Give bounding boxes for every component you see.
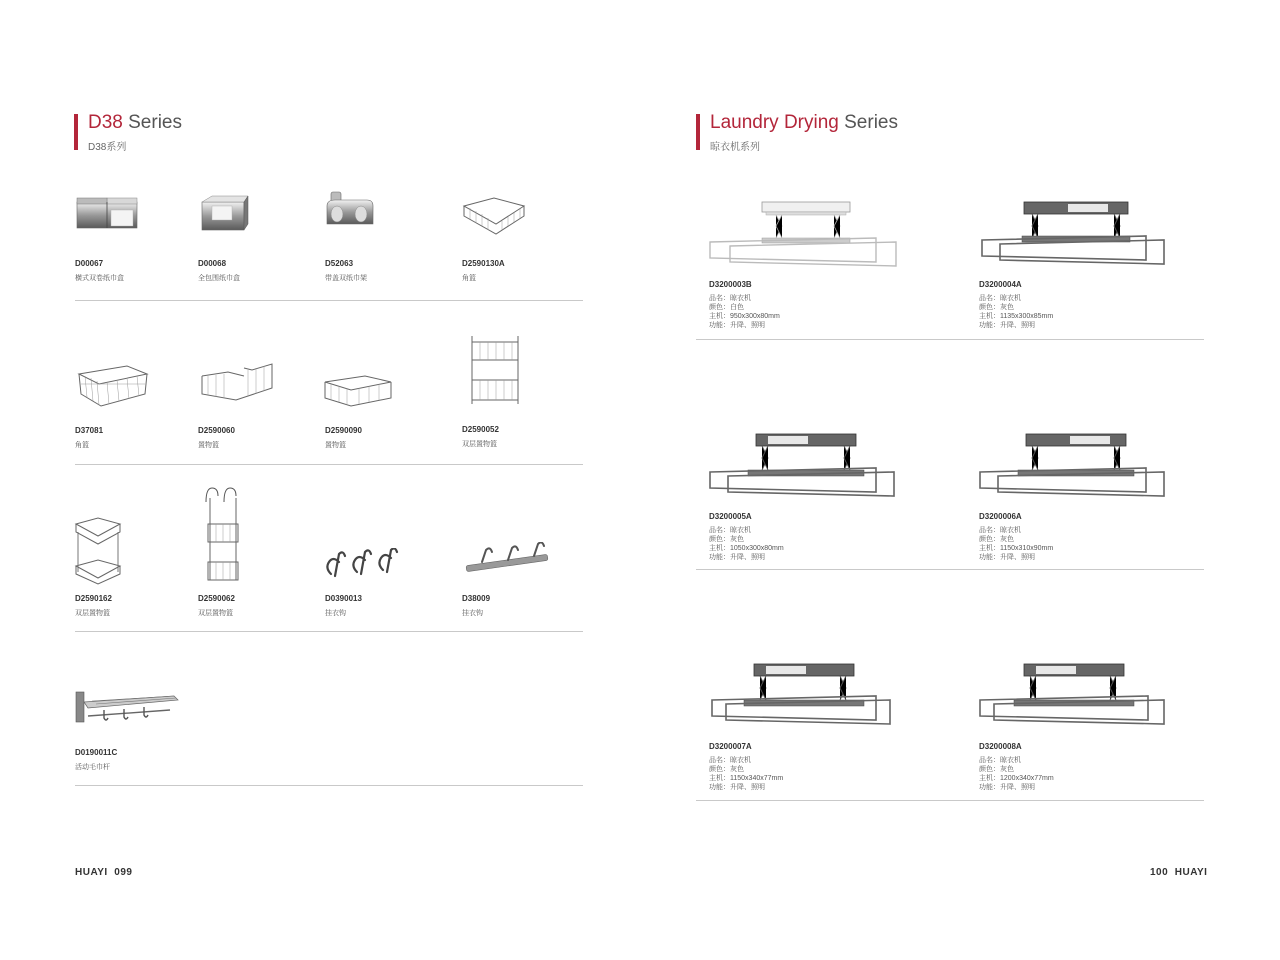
product-code: D0190011C [75,748,118,757]
hook-rail-image [464,542,550,574]
section-accent-bar [696,114,700,150]
product-code: D37081 [75,426,104,435]
product-name: 置物篮 [325,442,346,449]
product-code: D3200004A [979,280,1022,289]
product-name: 双层置物篮 [462,441,497,448]
product-spec-color: 颜色：灰色 [979,304,1014,311]
row-divider [696,339,1204,340]
product-name: 活动毛巾杆 [75,764,110,771]
section-accent-bar [74,114,78,150]
page-number: 100 [1150,867,1169,878]
section-subtitle: D38系列 [88,142,127,153]
product-spec-function: 功能：升降、照明 [709,322,765,329]
right-page [640,0,1280,960]
section-title: Laundry Drying Series [710,112,898,133]
grey-drying-rack-image [978,430,1170,502]
row-divider [75,464,583,465]
product-name: 双层置物篮 [198,610,233,617]
product-name: 角篮 [462,275,476,282]
product-spec-name: 品名：晾衣机 [979,757,1021,764]
right-footer [1150,867,1207,878]
robe-hooks-image [321,548,407,582]
product-code: D2590090 [325,426,362,435]
product-name: 横式双卷纸巾盒 [75,275,124,282]
product-name: 角篮 [75,442,89,449]
product-name: 带盖双纸巾架 [325,275,367,282]
product-code: D3200007A [709,742,752,751]
double-layer-basket-image [468,334,524,408]
grey-drying-rack-image [978,198,1170,270]
product-code: D2590062 [198,594,235,603]
product-spec-size: 主机：1150x340x77mm [709,775,784,782]
brand-logo: HUAYI [1174,867,1208,878]
section-title: D38 Series [88,112,182,133]
product-spec-color: 颜色：白色 [709,304,744,311]
product-spec-name: 品名：晾衣机 [709,757,751,764]
product-code: D2590060 [198,426,235,435]
product-spec-size: 主机：1050x300x80mm [709,545,784,552]
product-code: D2590130A [462,259,505,268]
brand-logo: HUAYI [75,867,108,878]
product-code: D52063 [325,259,354,268]
product-spec-color: 颜色：灰色 [979,766,1014,773]
product-spec-size: 主机：1200x340x77mm [979,775,1054,782]
product-name: 双层置物篮 [75,610,110,617]
product-spec-function: 功能：升降、照明 [709,784,765,791]
product-name: 全包围纸巾盒 [198,275,240,282]
product-spec-function: 功能：升降、照明 [979,784,1035,791]
page-number: 099 [114,867,133,878]
product-code: D00067 [75,259,104,268]
row-divider [75,631,583,632]
enclosed-paper-box-image [198,192,252,238]
product-spec-name: 品名：晾衣机 [979,295,1021,302]
product-spec-color: 颜色：灰色 [709,766,744,773]
covered-double-paper-holder-image [323,188,375,236]
product-code: D3200005A [709,512,752,521]
hanging-double-basket-image [198,484,244,586]
product-spec-function: 功能：升降、照明 [709,554,765,561]
folding-towel-rack-image [74,688,180,728]
double-layer-corner-basket-image [74,516,124,586]
grey-drying-rack-image [978,660,1170,732]
product-code: D3200008A [979,742,1022,751]
row-divider [75,300,583,301]
product-spec-name: 品名：晾衣机 [709,295,751,302]
row-divider [75,785,583,786]
product-code: D3200003B [709,280,752,289]
product-name: 挂衣钩 [462,610,483,617]
product-spec-function: 功能：升降、照明 [979,554,1035,561]
shelf-basket-image [323,372,393,408]
product-code: D2590052 [462,425,499,434]
product-code: D38009 [462,594,491,603]
product-spec-name: 品名：晾衣机 [709,527,751,534]
product-code: D0390013 [325,594,362,603]
section-subtitle: 晾衣机系列 [710,142,760,153]
double-roll-paper-box-image [75,192,141,238]
row-divider [696,800,1204,801]
product-spec-name: 品名：晾衣机 [979,527,1021,534]
product-spec-color: 颜色：灰色 [979,536,1014,543]
grey-drying-rack-image [708,660,900,732]
product-name: 置物篮 [198,442,219,449]
product-code: D00068 [198,259,227,268]
left-footer [75,867,132,878]
product-code: D2590162 [75,594,112,603]
product-code: D3200006A [979,512,1022,521]
corner-basket-image [462,192,528,238]
product-name: 挂衣钩 [325,610,346,617]
shelf-basket-image [198,356,276,406]
product-spec-size: 主机：950x300x80mm [709,313,780,320]
product-spec-color: 颜色：灰色 [709,536,744,543]
product-spec-size: 主机：1135x300x85mm [979,313,1054,320]
white-drying-rack-image [708,198,900,270]
grey-drying-rack-image [708,430,900,502]
product-spec-function: 功能：升降、照明 [979,322,1035,329]
product-spec-size: 主机：1150x310x90mm [979,545,1054,552]
row-divider [696,569,1204,570]
wire-basket-image [75,360,151,410]
